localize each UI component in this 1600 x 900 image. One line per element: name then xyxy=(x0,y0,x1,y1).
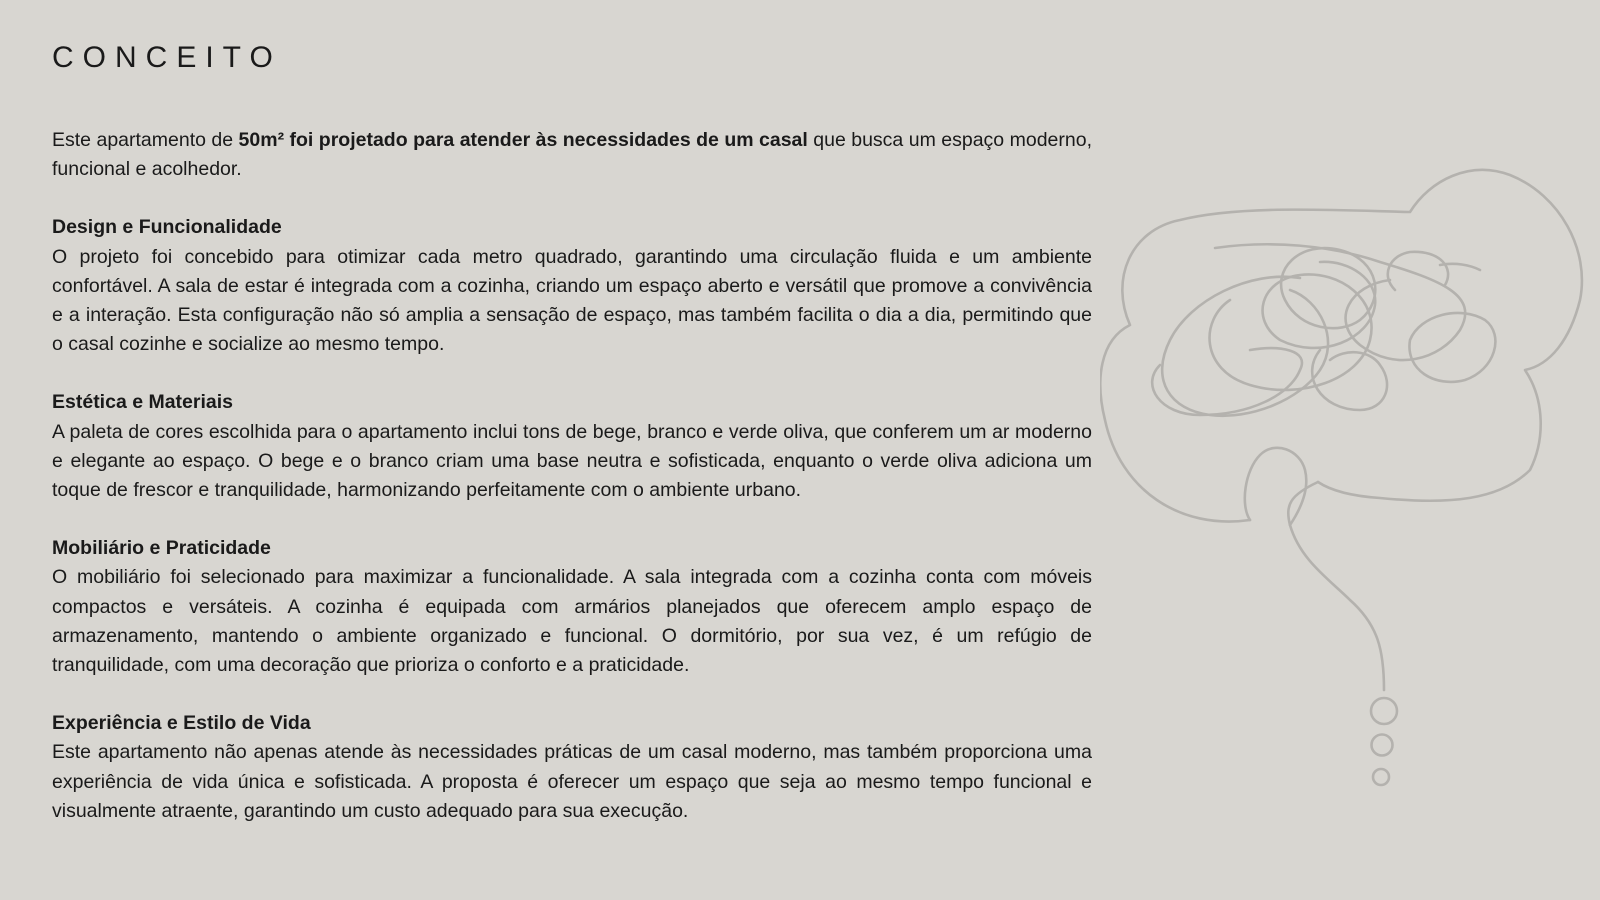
page-title: CONCEITO xyxy=(52,41,282,74)
section-heading: Experiência e Estilo de Vida xyxy=(52,712,311,735)
section-heading: Design e Funcionalidade xyxy=(52,216,282,239)
section-body: O mobiliário foi selecionado para maximizar a funcionalidade. A sala integrada com a cozinha conta com móveis compactos e versáteis. A cozinha é equipada com armários planejados que oferecem amplo espaço de armazenamento, mantendo o ambiente organizado e funcional. O dormitório, por sua vez, é um refúgio de tranquilidade, com uma decoração que prioriza o conforto e a praticidade. xyxy=(52,566,1092,677)
thought-scribble-icon xyxy=(1100,160,1590,800)
intro-suffix: que busca um espaço moderno, funcional e acolhedor. xyxy=(52,129,1092,181)
section-mobiliario xyxy=(52,534,1092,680)
section-body: O projeto foi concebido para otimizar cada metro quadrado, garantindo uma circulação fluida e um ambiente confortável. A sala de estar é integrada com a cozinha, criando um espaço aberto e versátil que promove a convivência e a interação. Esta configuração não só amplia a sensação de espaço, mas também facilita o dia a dia, permitindo que o casal cozinhe e socialize ao mesmo tempo. xyxy=(52,245,1092,356)
section-design xyxy=(52,213,1092,359)
intro-prefix: Este apartamento de xyxy=(52,129,239,151)
section-experiencia xyxy=(52,709,1092,826)
intro-paragraph xyxy=(52,126,1092,184)
section-heading: Estética e Materiais xyxy=(52,391,234,414)
section-body: Este apartamento não apenas atende às necessidades práticas de um casal moderno, mas também proporciona uma experiência de vida única e sofisticada. A proposta é oferecer um espaço que seja ao mesmo tempo funcional e visualmente atraente, garantindo um custo adequado para sua execução. xyxy=(52,741,1092,822)
section-body: A paleta de cores escolhida para o apartamento inclui tons de bege, branco e verde oliva, que conferem um ar moderno e elegante ao espaço. O bege e o branco criam uma base neutra e sofisticada, enquanto o verde oliva adiciona um toque de frescor e tranquilidade, harmonizando perfeitamente com o ambiente urbano. xyxy=(52,420,1092,502)
content-body xyxy=(52,126,1092,826)
section-estetica xyxy=(52,388,1092,505)
intro-highlight: 50m² foi projetado para atender às necessidades de um casal xyxy=(238,129,808,151)
section-heading: Mobiliário e Praticidade xyxy=(52,537,271,560)
